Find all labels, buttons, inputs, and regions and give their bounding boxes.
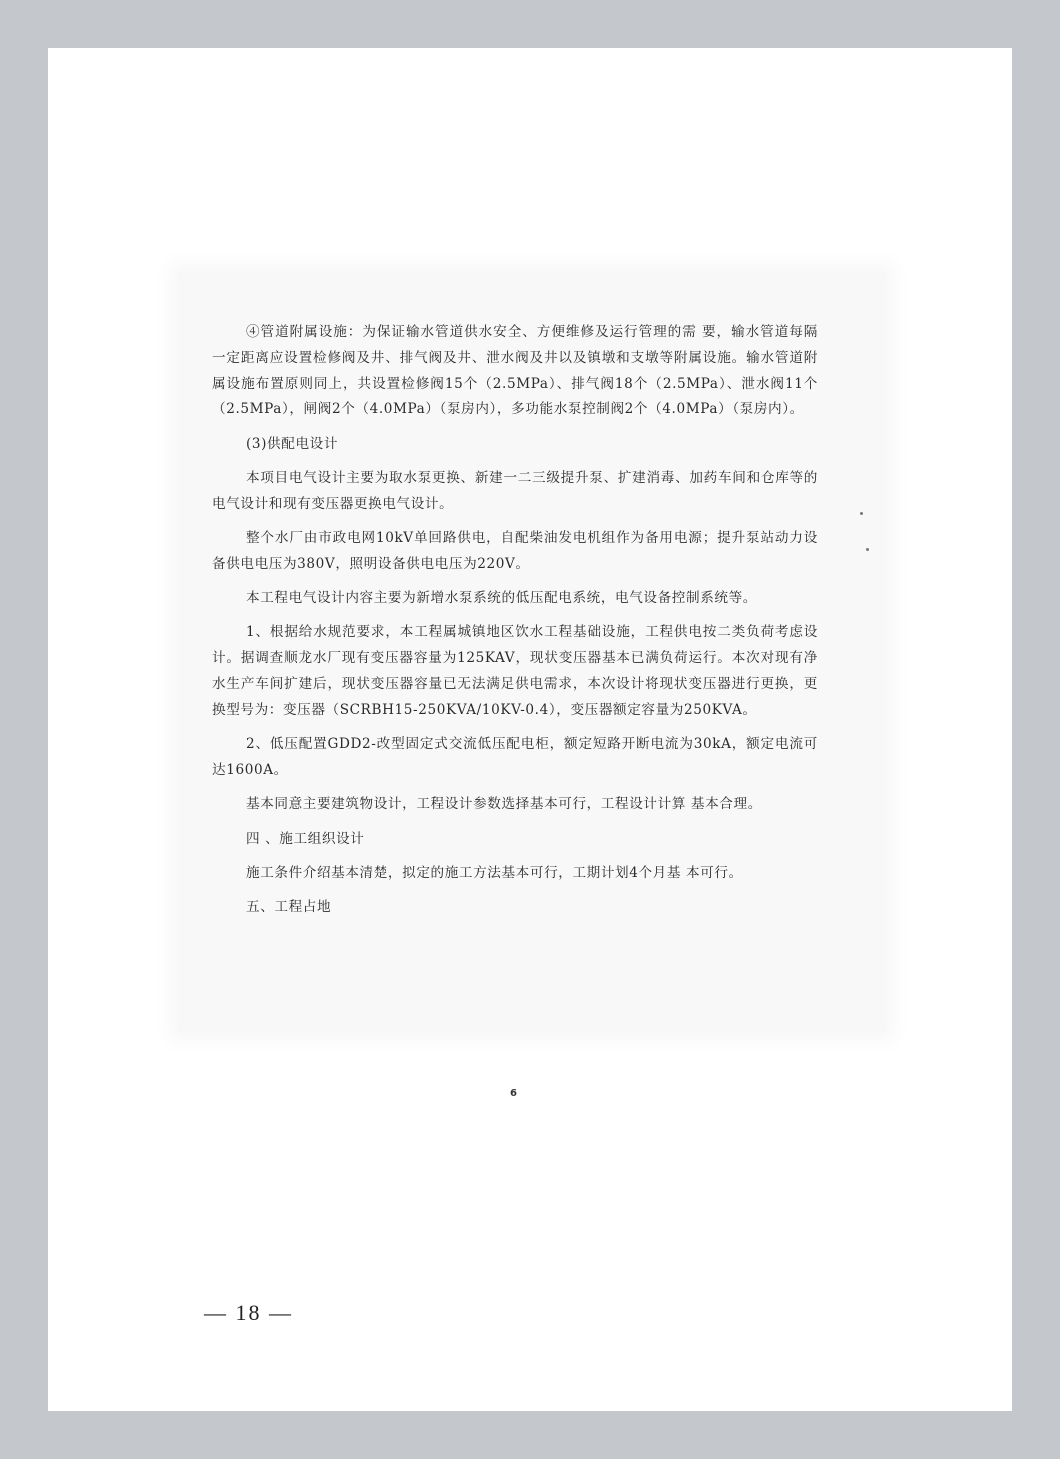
scan-speck — [860, 512, 863, 515]
paragraph-pipeline-facilities: ④管道附属设施：为保证输水管道供水安全、方便维修及运行管理的需 要，输水管道每隔一定距离应设置检修阀及井、排气阀及井、泄水阀及井以及镇墩和支墩等附属设施。输水管道附属设施布置原则同上，共设置检修阀15个（2.5MPa）、排气阀18个（2.5MPa）、泄水阀11个（2.5MPa），闸阀2个（4.0MPa）（泵房内），多功能水泵控制阀2个（4.0MPa）（泵房内）。 — [212, 324, 818, 418]
paragraph-transformer: 1、根据给水规范要求，本工程属城镇地区饮水工程基础设施，工程供电按二类负荷考虑设计。据调查顺龙水厂现有变压器容量为125KAV，现状变压器基本已满负荷运行。本次对现有净水生产车间扩建后，现状变压器容量已无法满足供电需求，本次设计将现状变压器进行更换，更换型号为：变压器（SCRBH15-250KVA/10KV-0.4），变压器额定容量为250KVA。 — [212, 624, 818, 718]
scan-page-number: 6 — [510, 1088, 517, 1099]
scan-speck — [866, 548, 869, 551]
footer-page-number: — 18 — — [204, 1300, 293, 1325]
section-heading-land-use: 五、工程占地 — [246, 899, 332, 916]
paragraph-switchgear: 2、低压配置GDD2-改型固定式交流低压配电柜，额定短路开断电流为30kA，额定电流可达1600A。 — [212, 736, 818, 778]
section-heading-construction: 四 、施工组织设计 — [246, 830, 365, 847]
document-page — [48, 48, 1012, 1411]
paragraph-power-supply: 整个水厂由市政电网10kV单回路供电，自配柴油发电机组作为备用电源；提升泵站动力设备供电电压为380V，照明设备供电电压为220V。 — [212, 530, 818, 572]
paragraph-building-design: 基本同意主要建筑物设计，工程设计参数选择基本可行，工程设计计算 基本合理。 — [246, 796, 762, 813]
section-heading-power-design: (3)供配电设计 — [246, 435, 339, 452]
paragraph-construction: 施工条件介绍基本清楚，拟定的施工方法基本可行，工期计划4个月基 本可行。 — [246, 864, 743, 881]
document-body — [212, 320, 818, 929]
paragraph-electrical-scope: 本项目电气设计主要为取水泵更换、新建一二三级提升泵、扩建消毒、加药车间和仓库等的电气设计和现有变压器更换电气设计。 — [212, 469, 818, 512]
paragraph-electrical-content: 本工程电气设计内容主要为新增水泵系统的低压配电系统，电气设备控制系统等。 — [246, 590, 757, 607]
